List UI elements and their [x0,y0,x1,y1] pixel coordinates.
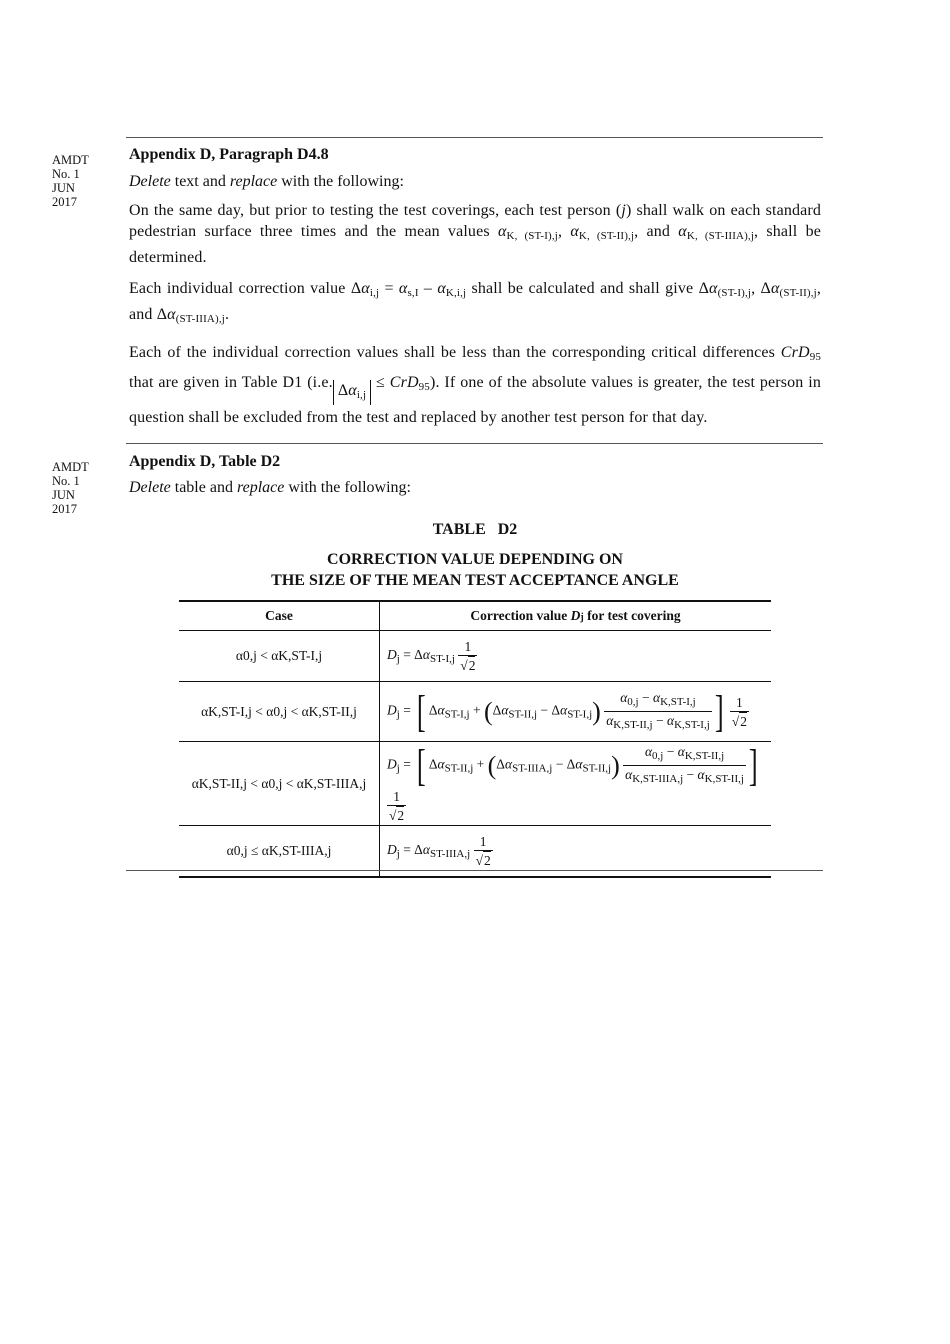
section-table-d2 [129,453,821,497]
correction-table [179,600,771,878]
formula-cell: $D_j$ = [ $\Delta\alpha_{ST-II,j} + (\Delta\alpha_{ST-IIIA,j} - \Delta\alpha_{ST-II,j})$ $\frac{\alpha_{0,j} - \alpha_{K,ST-II,j}}{\alpha_{K,ST-IIIA,j} - \alpha_{K,ST-II,j}}$ ] $\frac{1}{√2}$ [380,742,772,826]
paragraph-1: On the same day, but prior to testing the test coverings, each test person (j) shall walk on each standard pedestrian surface three times and the mean values $\alpha_{K, (ST-I),j}$, $\alpha_{K, (ST-II),j}$, and $\alpha_{K, (ST-IIIA),j}$, shall be determined. [129,202,821,266]
table-title-line1: CORRECTION VALUE DEPENDING ON [327,551,623,568]
section-heading: Appendix D, Paragraph D4.8 [129,146,329,163]
divider-top [126,137,823,138]
amendment-line: 2017 [52,195,77,209]
table-row [179,631,771,682]
section-paragraph-d48 [129,146,821,430]
divider-middle [126,443,823,444]
formula-cell: $D_j = \Delta\alpha_{ST-I,j}$ $\frac{1}{√2}$ [380,631,772,682]
amendment-line: JUN [52,488,75,502]
table-label: TABLE D2 [432,521,518,538]
table-row [179,742,771,826]
amendment-line: 2017 [52,502,77,516]
table-header-row [179,601,771,631]
formula-cell: $D_j = \Delta\alpha_{ST-IIIA,j}$ $\frac{1}{√2}$ [380,826,772,877]
paragraph-3: Each of the individual correction values shall be less than the corresponding critical differences CrD$_{95}$ that are given in Table D1 (i.e. $\Delta\alpha_{i,j} \le CrD_{95}$). If one of the absolute values is greater, the test person in question shall be excluded from the test and replaced by another test person for that day. [129,344,821,426]
formula-cell: $D_j$ = [ $\Delta\alpha_{ST-I,j} + (\Delta\alpha_{ST-II,j} - \Delta\alpha_{ST-I,j})$ $\frac{\alpha_{0,j} - \alpha_{K,ST-I,j}}{\alpha_{K,ST-II,j} - \alpha_{K,ST-I,j}}$ ] $\frac{1}{√2}$ [380,682,772,742]
case-cell: αK,ST-I,j < α0,j < αK,ST-II,j [179,682,380,742]
table-row [179,826,771,877]
amendment-note-1 [52,153,112,209]
section-heading: Appendix D, Table D2 [129,453,281,470]
case-cell: α0,j ≤ αK,ST-IIIA,j [179,826,380,877]
amendment-line: JUN [52,181,75,195]
header-correction: Correction value Dj for test covering [380,601,772,631]
instruction: Delete text and replace with the following: [129,173,404,190]
amendment-line: No. 1 [52,474,80,488]
table-title-line2: THE SIZE OF THE MEAN TEST ACCEPTANCE ANGLE [271,572,679,589]
amendment-note-2 [52,460,112,516]
instruction: Delete table and replace with the following: [129,479,411,496]
case-cell: αK,ST-II,j < α0,j < αK,ST-IIIA,j [179,742,380,826]
amendment-line: AMDT [52,460,89,474]
case-cell: α0,j < αK,ST-I,j [179,631,380,682]
amendment-line: AMDT [52,153,89,167]
table-row [179,682,771,742]
paragraph-2: Each individual correction value $\Delta\alpha_{i,j} = \alpha_{s,I} - \alpha_{K,i,j}$ shall be calculated and shall give $\Delta\alpha_{(ST-I),j}$, $\Delta\alpha_{(ST-II),j}$, and $\Delta\alpha_{(ST-IIIA),j}$. [129,280,822,325]
amendment-line: No. 1 [52,167,80,181]
divider-bottom [126,870,823,871]
header-case: Case [179,601,380,631]
